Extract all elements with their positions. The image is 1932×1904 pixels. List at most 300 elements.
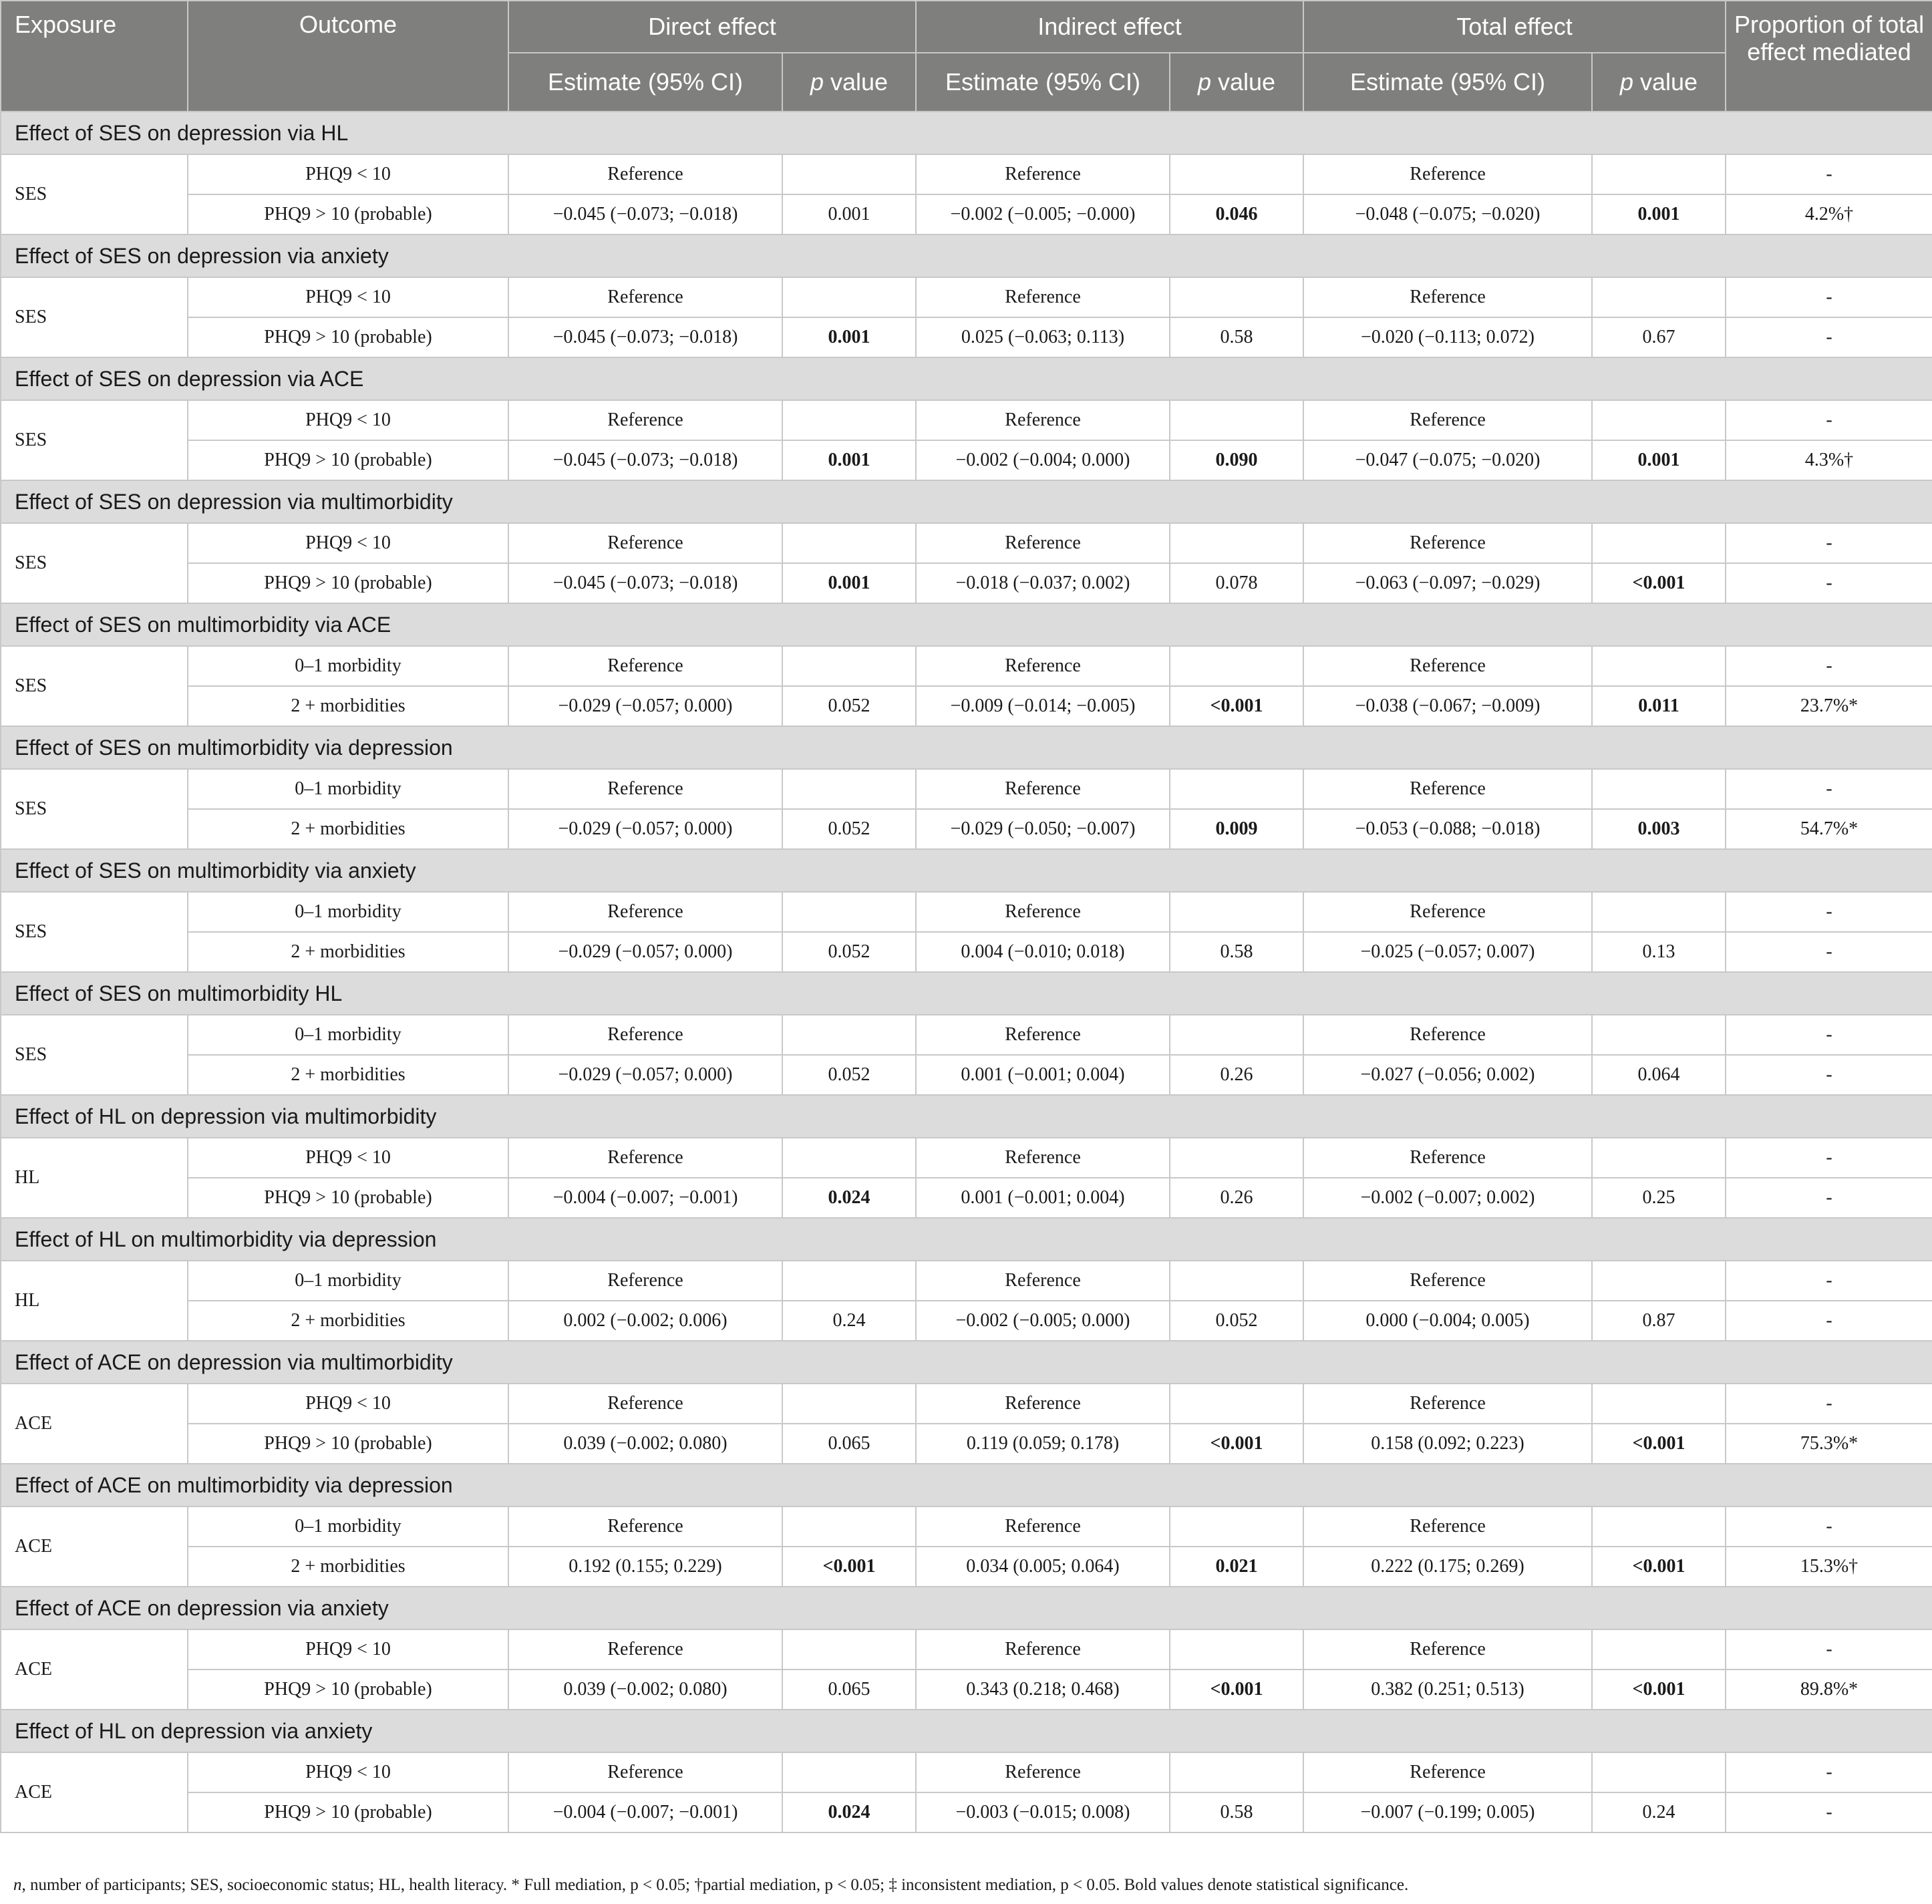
section-title: Effect of HL on depression via anxiety	[1, 1710, 1932, 1752]
total-estimate-cell: Reference	[1303, 154, 1592, 194]
outcome-cell: 2 + morbidities	[188, 809, 508, 849]
section-title: Effect of HL on depression via multimorbidity	[1, 1095, 1932, 1138]
table-row	[1, 1670, 1932, 1710]
indirect-estimate-cell: Reference	[916, 523, 1170, 563]
table-row	[1, 400, 1932, 440]
proportion-cell: -	[1726, 277, 1932, 317]
direct-estimate-cell: Reference	[508, 1015, 782, 1055]
outcome-cell: 2 + morbidities	[188, 1547, 508, 1587]
total-p-cell: 0.24	[1592, 1792, 1726, 1833]
section-title: Effect of ACE on depression via multimorbidity	[1, 1341, 1932, 1384]
table-row	[1, 646, 1932, 686]
direct-estimate-cell: Reference	[508, 769, 782, 809]
total-estimate-cell: Reference	[1303, 646, 1592, 686]
total-p-cell	[1592, 400, 1726, 440]
direct-p-cell	[782, 1506, 916, 1547]
table-row	[1, 154, 1932, 194]
proportion-cell: -	[1726, 1015, 1932, 1055]
table-row	[1, 769, 1932, 809]
indirect-estimate-cell: Reference	[916, 646, 1170, 686]
table-row	[1, 440, 1932, 480]
header-indirect-p: p value	[1170, 53, 1303, 112]
table-row	[1, 1261, 1932, 1301]
outcome-cell: 0–1 morbidity	[188, 892, 508, 932]
direct-estimate-cell: −0.045 (−0.073; −0.018)	[508, 563, 782, 603]
direct-p-cell	[782, 1138, 916, 1178]
section-title: Effect of SES on multimorbidity via ACE	[1, 603, 1932, 646]
total-p-cell	[1592, 769, 1726, 809]
outcome-cell: PHQ9 < 10	[188, 1384, 508, 1424]
indirect-estimate-cell: 0.034 (0.005; 0.064)	[916, 1547, 1170, 1587]
direct-p-cell: 0.024	[782, 1792, 916, 1833]
indirect-estimate-cell: 0.001 (−0.001; 0.004)	[916, 1178, 1170, 1218]
direct-estimate-cell: Reference	[508, 1384, 782, 1424]
proportion-cell: -	[1726, 317, 1932, 357]
direct-estimate-cell: −0.004 (−0.007; −0.001)	[508, 1178, 782, 1218]
proportion-cell: 4.3%†	[1726, 440, 1932, 480]
indirect-estimate-cell: −0.002 (−0.004; 0.000)	[916, 440, 1170, 480]
total-estimate-cell: −0.047 (−0.075; −0.020)	[1303, 440, 1592, 480]
total-estimate-cell: Reference	[1303, 1384, 1592, 1424]
direct-estimate-cell: Reference	[508, 1261, 782, 1301]
total-estimate-cell: Reference	[1303, 769, 1592, 809]
total-estimate-cell: −0.025 (−0.057; 0.007)	[1303, 932, 1592, 972]
direct-estimate-cell: −0.029 (−0.057; 0.000)	[508, 1055, 782, 1095]
indirect-p-cell	[1170, 646, 1303, 686]
direct-p-cell	[782, 769, 916, 809]
indirect-estimate-cell: Reference	[916, 1506, 1170, 1547]
indirect-p-cell: 0.046	[1170, 194, 1303, 234]
indirect-p-cell	[1170, 1752, 1303, 1792]
table-row	[1, 1015, 1932, 1055]
outcome-cell: PHQ9 > 10 (probable)	[188, 1178, 508, 1218]
proportion-cell: -	[1726, 1178, 1932, 1218]
section-header-row	[1, 972, 1932, 1015]
outcome-cell: PHQ9 > 10 (probable)	[188, 194, 508, 234]
indirect-p-cell: <0.001	[1170, 1670, 1303, 1710]
table-row	[1, 932, 1932, 972]
proportion-cell: -	[1726, 154, 1932, 194]
header-outcome: Outcome	[188, 1, 508, 112]
total-p-cell: <0.001	[1592, 1670, 1726, 1710]
total-estimate-cell: Reference	[1303, 400, 1592, 440]
total-p-cell: <0.001	[1592, 1547, 1726, 1587]
direct-p-cell: 0.065	[782, 1424, 916, 1464]
direct-estimate-cell: Reference	[508, 1506, 782, 1547]
outcome-cell: PHQ9 < 10	[188, 400, 508, 440]
direct-estimate-cell: Reference	[508, 646, 782, 686]
indirect-estimate-cell: −0.029 (−0.050; −0.007)	[916, 809, 1170, 849]
total-p-cell	[1592, 1015, 1726, 1055]
outcome-cell: 2 + morbidities	[188, 686, 508, 726]
exposure-cell: SES	[1, 769, 188, 849]
total-p-cell	[1592, 523, 1726, 563]
proportion-cell: 54.7%*	[1726, 809, 1932, 849]
exposure-cell: ACE	[1, 1506, 188, 1587]
direct-estimate-cell: −0.004 (−0.007; −0.001)	[508, 1792, 782, 1833]
direct-p-cell	[782, 400, 916, 440]
indirect-p-cell	[1170, 769, 1303, 809]
direct-p-cell	[782, 1384, 916, 1424]
total-estimate-cell: −0.020 (−0.113; 0.072)	[1303, 317, 1592, 357]
total-p-cell: 0.003	[1592, 809, 1726, 849]
proportion-cell: -	[1726, 646, 1932, 686]
direct-p-cell	[782, 646, 916, 686]
proportion-cell: -	[1726, 932, 1932, 972]
direct-p-cell	[782, 1261, 916, 1301]
total-p-cell: 0.25	[1592, 1178, 1726, 1218]
proportion-cell: -	[1726, 563, 1932, 603]
total-p-cell	[1592, 154, 1726, 194]
direct-estimate-cell: Reference	[508, 1138, 782, 1178]
direct-estimate-cell: −0.029 (−0.057; 0.000)	[508, 809, 782, 849]
proportion-cell: -	[1726, 769, 1932, 809]
exposure-cell: SES	[1, 1015, 188, 1095]
header-proportion-mediated: Proportion of total effect mediated	[1726, 1, 1932, 112]
header-indirect-effect: Indirect effect	[916, 1, 1303, 53]
section-header-row	[1, 357, 1932, 400]
table-row	[1, 1424, 1932, 1464]
indirect-estimate-cell: −0.018 (−0.037; 0.002)	[916, 563, 1170, 603]
indirect-p-cell	[1170, 1015, 1303, 1055]
proportion-cell: -	[1726, 892, 1932, 932]
direct-estimate-cell: −0.029 (−0.057; 0.000)	[508, 932, 782, 972]
indirect-p-cell: 0.26	[1170, 1178, 1303, 1218]
indirect-estimate-cell: Reference	[916, 1752, 1170, 1792]
header-total-p: p value	[1592, 53, 1726, 112]
indirect-estimate-cell: −0.002 (−0.005; 0.000)	[916, 1301, 1170, 1341]
total-estimate-cell: −0.038 (−0.067; −0.009)	[1303, 686, 1592, 726]
total-p-cell: 0.67	[1592, 317, 1726, 357]
indirect-estimate-cell: Reference	[916, 769, 1170, 809]
proportion-cell: -	[1726, 1384, 1932, 1424]
direct-p-cell: 0.001	[782, 563, 916, 603]
table-row	[1, 1792, 1932, 1833]
indirect-p-cell	[1170, 523, 1303, 563]
table-row	[1, 1178, 1932, 1218]
proportion-cell: -	[1726, 1792, 1932, 1833]
direct-p-cell: 0.052	[782, 1055, 916, 1095]
indirect-p-cell	[1170, 1506, 1303, 1547]
proportion-cell: -	[1726, 1261, 1932, 1301]
indirect-estimate-cell: 0.025 (−0.063; 0.113)	[916, 317, 1170, 357]
header-direct-estimate: Estimate (95% CI)	[508, 53, 782, 112]
total-estimate-cell: −0.053 (−0.088; −0.018)	[1303, 809, 1592, 849]
direct-estimate-cell: Reference	[508, 400, 782, 440]
total-estimate-cell: Reference	[1303, 1015, 1592, 1055]
direct-p-cell: 0.065	[782, 1670, 916, 1710]
outcome-cell: PHQ9 < 10	[188, 1629, 508, 1670]
direct-estimate-cell: 0.039 (−0.002; 0.080)	[508, 1670, 782, 1710]
indirect-p-cell	[1170, 892, 1303, 932]
indirect-estimate-cell: −0.009 (−0.014; −0.005)	[916, 686, 1170, 726]
total-estimate-cell: −0.063 (−0.097; −0.029)	[1303, 563, 1592, 603]
section-header-row	[1, 1710, 1932, 1752]
direct-estimate-cell: 0.002 (−0.002; 0.006)	[508, 1301, 782, 1341]
total-estimate-cell: Reference	[1303, 1261, 1592, 1301]
section-title: Effect of ACE on depression via anxiety	[1, 1587, 1932, 1629]
proportion-cell: -	[1726, 1752, 1932, 1792]
proportion-cell: -	[1726, 1629, 1932, 1670]
direct-estimate-cell: Reference	[508, 277, 782, 317]
total-p-cell	[1592, 892, 1726, 932]
exposure-cell: SES	[1, 154, 188, 234]
total-p-cell	[1592, 1752, 1726, 1792]
direct-p-cell: <0.001	[782, 1547, 916, 1587]
proportion-cell: -	[1726, 1301, 1932, 1341]
outcome-cell: PHQ9 > 10 (probable)	[188, 1792, 508, 1833]
total-estimate-cell: Reference	[1303, 892, 1592, 932]
table-row	[1, 809, 1932, 849]
direct-estimate-cell: −0.045 (−0.073; −0.018)	[508, 440, 782, 480]
total-estimate-cell: Reference	[1303, 277, 1592, 317]
indirect-estimate-cell: Reference	[916, 1261, 1170, 1301]
section-title: Effect of SES on multimorbidity via depression	[1, 726, 1932, 769]
proportion-cell: -	[1726, 1506, 1932, 1547]
table-row	[1, 1547, 1932, 1587]
total-p-cell	[1592, 1138, 1726, 1178]
table-row	[1, 277, 1932, 317]
proportion-cell: -	[1726, 1138, 1932, 1178]
indirect-p-cell: 0.58	[1170, 932, 1303, 972]
indirect-estimate-cell: 0.343 (0.218; 0.468)	[916, 1670, 1170, 1710]
direct-p-cell: 0.052	[782, 809, 916, 849]
exposure-cell: HL	[1, 1261, 188, 1341]
section-header-row	[1, 849, 1932, 892]
indirect-estimate-cell: −0.002 (−0.005; −0.000)	[916, 194, 1170, 234]
total-p-cell: 0.87	[1592, 1301, 1726, 1341]
outcome-cell: PHQ9 > 10 (probable)	[188, 1670, 508, 1710]
outcome-cell: PHQ9 < 10	[188, 1752, 508, 1792]
indirect-estimate-cell: Reference	[916, 1138, 1170, 1178]
outcome-cell: PHQ9 > 10 (probable)	[188, 317, 508, 357]
exposure-cell: SES	[1, 400, 188, 480]
total-p-cell	[1592, 1506, 1726, 1547]
table-row	[1, 1384, 1932, 1424]
total-p-cell: <0.001	[1592, 1424, 1726, 1464]
indirect-estimate-cell: Reference	[916, 1015, 1170, 1055]
indirect-p-cell	[1170, 1384, 1303, 1424]
section-title: Effect of HL on multimorbidity via depression	[1, 1218, 1932, 1261]
exposure-cell: ACE	[1, 1752, 188, 1833]
total-p-cell: 0.011	[1592, 686, 1726, 726]
outcome-cell: 0–1 morbidity	[188, 1261, 508, 1301]
section-header-row	[1, 603, 1932, 646]
indirect-p-cell: <0.001	[1170, 1424, 1303, 1464]
direct-p-cell: 0.001	[782, 317, 916, 357]
direct-p-cell: 0.001	[782, 194, 916, 234]
indirect-p-cell	[1170, 1138, 1303, 1178]
section-header-row	[1, 1587, 1932, 1629]
direct-estimate-cell: −0.029 (−0.057; 0.000)	[508, 686, 782, 726]
total-estimate-cell: Reference	[1303, 1506, 1592, 1547]
header-direct-p: p value	[782, 53, 916, 112]
section-title: Effect of SES on depression via ACE	[1, 357, 1932, 400]
total-p-cell	[1592, 277, 1726, 317]
direct-estimate-cell: Reference	[508, 1629, 782, 1670]
direct-p-cell	[782, 1752, 916, 1792]
direct-p-cell	[782, 1015, 916, 1055]
indirect-p-cell: 0.078	[1170, 563, 1303, 603]
total-estimate-cell: 0.222 (0.175; 0.269)	[1303, 1547, 1592, 1587]
indirect-p-cell: 0.26	[1170, 1055, 1303, 1095]
direct-p-cell	[782, 523, 916, 563]
table-row	[1, 1138, 1932, 1178]
indirect-estimate-cell: Reference	[916, 1629, 1170, 1670]
total-estimate-cell: −0.048 (−0.075; −0.020)	[1303, 194, 1592, 234]
section-header-row	[1, 480, 1932, 523]
indirect-p-cell: 0.021	[1170, 1547, 1303, 1587]
table-header	[1, 1, 1932, 112]
total-estimate-cell: 0.158 (0.092; 0.223)	[1303, 1424, 1592, 1464]
total-p-cell: 0.001	[1592, 194, 1726, 234]
exposure-cell: HL	[1, 1138, 188, 1218]
direct-p-cell: 0.24	[782, 1301, 916, 1341]
outcome-cell: 0–1 morbidity	[188, 769, 508, 809]
section-title: Effect of ACE on multimorbidity via depression	[1, 1464, 1932, 1506]
direct-estimate-cell: 0.039 (−0.002; 0.080)	[508, 1424, 782, 1464]
outcome-cell: 2 + morbidities	[188, 1301, 508, 1341]
outcome-cell: 0–1 morbidity	[188, 646, 508, 686]
proportion-cell: 89.8%*	[1726, 1670, 1932, 1710]
outcome-cell: PHQ9 > 10 (probable)	[188, 563, 508, 603]
outcome-cell: 0–1 morbidity	[188, 1506, 508, 1547]
outcome-cell: 0–1 morbidity	[188, 1015, 508, 1055]
exposure-cell: SES	[1, 523, 188, 603]
table-row	[1, 1055, 1932, 1095]
section-title: Effect of SES on depression via multimorbidity	[1, 480, 1932, 523]
proportion-cell: -	[1726, 400, 1932, 440]
direct-estimate-cell: Reference	[508, 154, 782, 194]
indirect-p-cell: 0.052	[1170, 1301, 1303, 1341]
outcome-cell: PHQ9 < 10	[188, 154, 508, 194]
total-p-cell: 0.001	[1592, 440, 1726, 480]
table-row	[1, 1301, 1932, 1341]
proportion-cell: 15.3%†	[1726, 1547, 1932, 1587]
indirect-p-cell	[1170, 1629, 1303, 1670]
outcome-cell: PHQ9 < 10	[188, 277, 508, 317]
indirect-estimate-cell: 0.004 (−0.010; 0.018)	[916, 932, 1170, 972]
table-row	[1, 194, 1932, 234]
section-title: Effect of SES on multimorbidity via anxiety	[1, 849, 1932, 892]
direct-p-cell	[782, 892, 916, 932]
indirect-estimate-cell: Reference	[916, 277, 1170, 317]
section-title: Effect of SES on depression via HL	[1, 112, 1932, 154]
indirect-p-cell: 0.58	[1170, 1792, 1303, 1833]
table-row	[1, 686, 1932, 726]
header-total-effect: Total effect	[1303, 1, 1726, 53]
indirect-p-cell: 0.090	[1170, 440, 1303, 480]
outcome-cell: PHQ9 < 10	[188, 1138, 508, 1178]
indirect-p-cell	[1170, 400, 1303, 440]
section-header-row	[1, 726, 1932, 769]
indirect-p-cell: 0.009	[1170, 809, 1303, 849]
outcome-cell: PHQ9 > 10 (probable)	[188, 440, 508, 480]
header-total-estimate: Estimate (95% CI)	[1303, 53, 1592, 112]
total-p-cell	[1592, 1384, 1726, 1424]
indirect-estimate-cell: Reference	[916, 154, 1170, 194]
total-p-cell: <0.001	[1592, 563, 1726, 603]
indirect-estimate-cell: Reference	[916, 400, 1170, 440]
total-p-cell: 0.064	[1592, 1055, 1726, 1095]
exposure-cell: ACE	[1, 1384, 188, 1464]
total-estimate-cell: Reference	[1303, 523, 1592, 563]
section-header-row	[1, 1218, 1932, 1261]
table-row	[1, 523, 1932, 563]
direct-estimate-cell: −0.045 (−0.073; −0.018)	[508, 194, 782, 234]
exposure-cell: SES	[1, 892, 188, 972]
exposure-cell: ACE	[1, 1629, 188, 1710]
proportion-cell: 23.7%*	[1726, 686, 1932, 726]
direct-p-cell: 0.052	[782, 686, 916, 726]
header-exposure: Exposure	[1, 1, 188, 112]
direct-p-cell	[782, 1629, 916, 1670]
outcome-cell: 2 + morbidities	[188, 1055, 508, 1095]
proportion-cell: 4.2%†	[1726, 194, 1932, 234]
section-header-row	[1, 112, 1932, 154]
section-header-row	[1, 1341, 1932, 1384]
indirect-p-cell	[1170, 154, 1303, 194]
table-row	[1, 1629, 1932, 1670]
total-estimate-cell: 0.382 (0.251; 0.513)	[1303, 1670, 1592, 1710]
proportion-cell: -	[1726, 523, 1932, 563]
table-row	[1, 317, 1932, 357]
direct-p-cell	[782, 154, 916, 194]
table-row	[1, 1752, 1932, 1792]
indirect-estimate-cell: 0.001 (−0.001; 0.004)	[916, 1055, 1170, 1095]
total-estimate-cell: Reference	[1303, 1138, 1592, 1178]
total-p-cell: 0.13	[1592, 932, 1726, 972]
indirect-estimate-cell: Reference	[916, 1384, 1170, 1424]
total-estimate-cell: Reference	[1303, 1629, 1592, 1670]
direct-estimate-cell: −0.045 (−0.073; −0.018)	[508, 317, 782, 357]
indirect-estimate-cell: −0.003 (−0.015; 0.008)	[916, 1792, 1170, 1833]
section-header-row	[1, 234, 1932, 277]
outcome-cell: PHQ9 < 10	[188, 523, 508, 563]
indirect-estimate-cell: 0.119 (0.059; 0.178)	[916, 1424, 1170, 1464]
direct-estimate-cell: Reference	[508, 1752, 782, 1792]
table-row	[1, 892, 1932, 932]
total-estimate-cell: 0.000 (−0.004; 0.005)	[1303, 1301, 1592, 1341]
proportion-cell: 75.3%*	[1726, 1424, 1932, 1464]
direct-p-cell: 0.024	[782, 1178, 916, 1218]
header-direct-effect: Direct effect	[508, 1, 916, 53]
exposure-cell: SES	[1, 646, 188, 726]
indirect-p-cell: <0.001	[1170, 686, 1303, 726]
indirect-p-cell: 0.58	[1170, 317, 1303, 357]
total-estimate-cell: Reference	[1303, 1752, 1592, 1792]
indirect-p-cell	[1170, 1261, 1303, 1301]
proportion-cell: -	[1726, 1055, 1932, 1095]
indirect-p-cell	[1170, 277, 1303, 317]
total-p-cell	[1592, 1261, 1726, 1301]
section-header-row	[1, 1464, 1932, 1506]
section-title: Effect of SES on depression via anxiety	[1, 234, 1932, 277]
direct-p-cell	[782, 277, 916, 317]
table-row	[1, 1506, 1932, 1547]
exposure-cell: SES	[1, 277, 188, 357]
total-estimate-cell: −0.002 (−0.007; 0.002)	[1303, 1178, 1592, 1218]
header-indirect-estimate: Estimate (95% CI)	[916, 53, 1170, 112]
total-estimate-cell: −0.007 (−0.199; 0.005)	[1303, 1792, 1592, 1833]
direct-estimate-cell: Reference	[508, 523, 782, 563]
section-header-row	[1, 1095, 1932, 1138]
total-p-cell	[1592, 1629, 1726, 1670]
table-row	[1, 563, 1932, 603]
table-body	[1, 112, 1932, 1833]
section-title: Effect of SES on multimorbidity HL	[1, 972, 1932, 1015]
outcome-cell: PHQ9 > 10 (probable)	[188, 1424, 508, 1464]
